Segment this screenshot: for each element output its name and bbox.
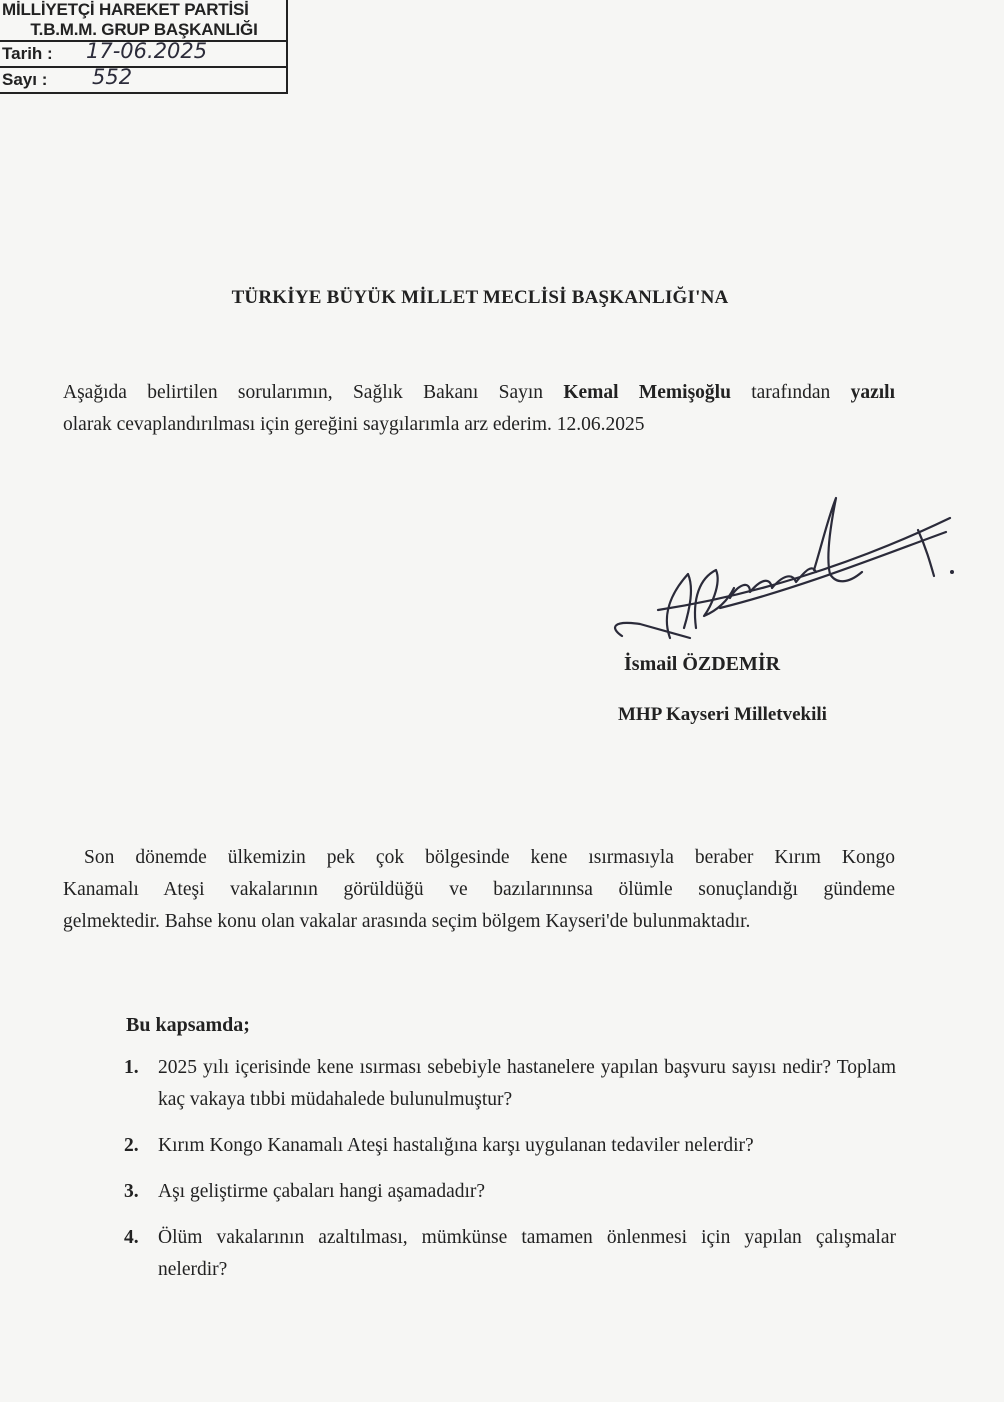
- intro-line-2: olarak cevaplandırılması için gereğini saygılarımla arz ederim. 12.06.2025: [63, 414, 645, 435]
- body-paragraph: [63, 842, 895, 938]
- signatory-name: İsmail ÖZDEMİR: [624, 653, 781, 675]
- stamp-number-row: [0, 66, 286, 92]
- question-text: 2025 yılı içerisinde kene ısırması sebebiyle hastanelere yapılan başvuru sayısı nedir? Toplam kaç vakaya tıbbi müdahalede bulunulmuştur?: [158, 1057, 896, 1110]
- party-stamp: [0, 0, 288, 94]
- written-label: yazılı: [850, 382, 895, 403]
- question-item: [124, 1176, 896, 1208]
- show-through-text: [200, 240, 204, 260]
- question-text: Ölüm vakalarının azaltılması, mümkünse tamamen önlenmesi için yapılan çalışmalar nelerdir?: [158, 1227, 896, 1280]
- stamp-org-name: MİLLİYETÇİ HAREKET PARTİSİ: [2, 0, 249, 19]
- question-number: 4.: [124, 1227, 139, 1248]
- question-item: [124, 1130, 896, 1162]
- intro-text-2: tarafından: [730, 382, 851, 403]
- body-line-3: gelmektedir. Bahse konu olan vakalar arasında seçim bölgem Kayseri'de bulunmaktadır.: [63, 911, 751, 932]
- handwritten-signature: [600, 488, 970, 658]
- body-line-2: Kanamalı Ateşi vakalarının görüldüğü ve bazılarınınsa ölümle sonuçlandığı gündeme: [63, 879, 895, 900]
- question-item: [124, 1222, 896, 1286]
- intro-line-1: [63, 377, 895, 409]
- page-title: TÜRKİYE BÜYÜK MİLLET MECLİSİ BAŞKANLIĞI'NA: [231, 287, 729, 308]
- minister-name: Kemal Memişoğlu: [563, 382, 731, 403]
- intro-paragraph: [63, 377, 895, 441]
- question-number: 3.: [124, 1181, 139, 1202]
- stamp-date-row: [0, 40, 286, 66]
- stamp-date-label: Tarih :: [2, 44, 53, 63]
- intro-text-1: Aşağıda belirtilen sorularımın, Sağlık Bakanı Sayın: [63, 382, 564, 403]
- question-list: [124, 1052, 896, 1300]
- stamp-org-unit: T.B.M.M. GRUP BAŞKANLIĞI: [30, 20, 258, 39]
- signatory-title: MHP Kayseri Milletvekili: [618, 704, 827, 725]
- question-text: Aşı geliştirme çabaları hangi aşamadadır?: [158, 1181, 486, 1202]
- question-text: Kırım Kongo Kanamalı Ateşi hastalığına karşı uygulanan tedaviler nelerdir?: [158, 1135, 754, 1156]
- stamp-number-value: 552: [92, 65, 133, 89]
- stamp-date-value: 17-06.2025: [86, 39, 208, 63]
- question-item: [124, 1052, 896, 1116]
- body-line-1: Son dönemde ülkemizin pek çok bölgesinde kene ısırmasıyla beraber Kırım Kongo: [84, 847, 895, 868]
- scope-label: Bu kapsamda;: [126, 1014, 250, 1036]
- stamp-number-label: Sayı :: [2, 70, 48, 89]
- question-number: 1.: [124, 1057, 139, 1078]
- question-number: 2.: [124, 1135, 139, 1156]
